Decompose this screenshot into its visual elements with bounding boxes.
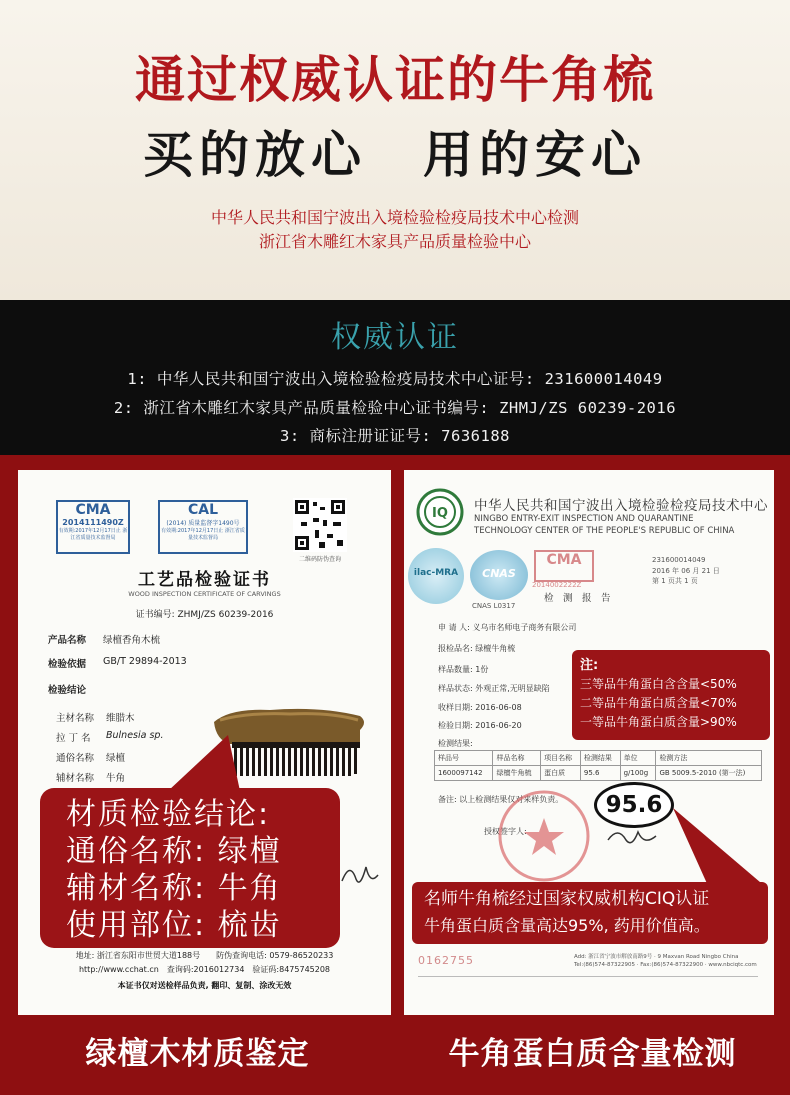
certification-line: 1: 中华人民共和国宁波出入境检验检疫局技术中心证号: 231600014049 — [127, 370, 663, 388]
cnas-number: CNAS L0317 — [472, 602, 516, 610]
report-remark: 备注: 以上检测结果仅对来样负责。 — [438, 795, 564, 804]
cal-badge-note: 有效期:2017年12月17日止 浙江省质量技术监督局 — [161, 528, 245, 541]
ilac-badge-label: ilac-MRA — [413, 568, 459, 578]
sample-name: 报检品名: 绿檀牛角梳 — [438, 644, 516, 653]
table-cell: 1600097142 — [435, 766, 493, 781]
callout-line: 材质检验结论: — [66, 797, 271, 832]
footer-divider — [418, 976, 758, 991]
conclusion-label: 检验结论 — [48, 685, 87, 696]
certification-line: 3: 商标注册证证号: 7636188 — [280, 427, 510, 445]
table-cell: 蛋白质 — [541, 766, 581, 781]
callout-line: 牛角蛋白质含量高达95%, 药用价值高。 — [424, 916, 710, 935]
table-header-cell: 样品名称 — [493, 751, 541, 766]
table-header-cell: 检测方法 — [656, 751, 762, 766]
receive-date: 收样日期: 2016-06-08 — [438, 703, 522, 712]
certification-line: 2: 浙江省木雕红木家具产品质量检验中心证书编号: ZHMJ/ZS 60239-2016 — [113, 399, 677, 417]
wood-identification-label: 绿檀木材质鉴定 — [85, 1036, 310, 1072]
footer-web: http://www.cchat.cn 查询码:2016012734 验证码:8475745208 — [78, 965, 331, 974]
qr-caption: 二维码防伪查询 — [298, 556, 341, 563]
report-date: 2016 年 06 月 21 日 — [652, 567, 720, 575]
official-seal-icon — [496, 788, 592, 884]
protein-value-highlight: 95.6 — [594, 782, 674, 828]
table-cell: 绿檀牛角梳 — [493, 766, 541, 781]
basis-value: GB/T 29894-2013 — [103, 656, 187, 667]
cma-badge-note: 有效期:2017年12月17日止 浙江省质量技术监督局 — [58, 528, 128, 541]
table-header-cell: 检测结果 — [580, 751, 620, 766]
note-line: 三等品牛角蛋白含含量<50% — [580, 677, 737, 691]
row-label: 辅材名称 — [56, 773, 95, 784]
callout-line: 名师牛角梳经过国家权威机构CIQ认证 — [424, 889, 710, 909]
ciq-callout — [412, 882, 768, 944]
certification-title: 权威认证 — [331, 320, 459, 355]
report-org-en-2: TECHNOLOGY CENTER OF THE PEOPLE'S REPUBLIC OF CHINA — [474, 526, 735, 536]
note-line: 一等品牛角蛋白质含量>90% — [580, 715, 737, 729]
table-cell: GB 5009.5-2010 (第一法) — [656, 766, 762, 781]
cnas-badge-icon — [470, 550, 528, 600]
cma-badge-number: 2014111490Z — [62, 518, 124, 527]
table-header-cell: 单位 — [620, 751, 656, 766]
sample-state: 样品状态: 外观正常,无明显缺陷 — [438, 684, 550, 693]
row-label: 主材名称 — [56, 713, 95, 724]
headline-primary: 通过权威认证的牛角梳 — [135, 51, 655, 109]
svg-text:IQ: IQ — [432, 506, 448, 521]
headline-secondary: 买的放心 用的安心 — [143, 126, 647, 184]
ilac-badge-icon — [408, 548, 464, 604]
callout-pointer — [659, 808, 769, 888]
row-value: 维腊木 — [106, 713, 135, 724]
footer-contact: Tel:(86)574-87322905 · Fax:(86)574-87322900 · www.nbciqtc.com — [574, 962, 757, 968]
report-org-en-1: NINGBO ENTRY-EXIT INSPECTION AND QUARANTINE — [474, 514, 694, 524]
protein-report-document — [404, 470, 774, 1015]
row-label: 拉 丁 名 — [56, 733, 91, 744]
cal-badge — [158, 500, 248, 554]
report-page: 第 1 页共 1 页 — [652, 577, 698, 585]
material-conclusion-callout — [40, 788, 340, 948]
basis-label: 检验依据 — [48, 659, 87, 670]
report-org-cn: 中华人民共和国宁波出入境检验检疫局技术中心 — [474, 498, 768, 514]
cma-number: 2014002222Z — [532, 581, 582, 589]
qr-code-icon — [293, 498, 347, 552]
applicant: 申 请 人: 义乌市名师电子商务有限公司 — [438, 623, 577, 632]
certificate-number: 证书编号: ZHMJ/ZS 60239-2016 — [135, 610, 274, 620]
wood-certificate-document — [18, 470, 391, 1015]
row-value: Bulnesia sp. — [106, 730, 164, 741]
cal-badge-number: (2014) 质量监督字1490号 — [166, 520, 240, 527]
callout-line: 辅材名称: 牛角 — [66, 871, 282, 906]
test-date: 检验日期: 2016-06-20 — [438, 721, 522, 730]
product-value: 绿檀香角木梳 — [103, 635, 161, 646]
callout-line: 通俗名称: 绿檀 — [66, 834, 282, 869]
row-value: 牛角 — [106, 773, 126, 784]
certificate-title-en: WOOD INSPECTION CERTIFICATE OF CARVINGS — [128, 590, 281, 598]
ciq-logo-icon — [416, 488, 464, 536]
cal-badge-label: CAL — [187, 502, 219, 518]
result-table — [434, 750, 762, 781]
table-row — [435, 766, 762, 781]
report-number: 231600014049 — [652, 556, 706, 564]
table-header-row — [435, 751, 762, 766]
footer-note: 本证书仅对送检样品负责, 翻印、复制、涂改无效 — [117, 981, 292, 990]
footer-address: 地址: 浙江省东阳市世贸大道188号 防伪查询电话: 0579-86520233 — [75, 951, 334, 960]
cma-badge-label: CMA — [75, 502, 111, 518]
certificate-title: 工艺品检验证书 — [138, 570, 271, 590]
cma-badge — [56, 500, 130, 554]
table-cell: 95.6 — [580, 766, 620, 781]
table-header-cell: 样品号 — [435, 751, 493, 766]
callout-line: 使用部位: 梳齿 — [66, 908, 282, 943]
notes-title: 注: — [580, 658, 599, 673]
row-label: 通俗名称 — [56, 753, 95, 764]
product-label: 产品名称 — [48, 635, 87, 646]
row-value: 绿檀 — [106, 753, 126, 764]
table-header-cell: 项目名称 — [541, 751, 581, 766]
signature-mark — [338, 855, 384, 895]
subtitle-line-1: 中华人民共和国宁波出入境检验检疫局技术中心检测 — [210, 208, 579, 227]
note-line: 二等品牛角蛋白质含量<70% — [580, 696, 737, 710]
cma-stamp-icon: CMA — [534, 550, 594, 582]
grade-notes-box — [572, 650, 770, 740]
serial-number: 0162755 — [418, 954, 474, 967]
footer-address: Add: 浙江省宁波市解放南路9号 · 9 Maxvan Road Ningbo China — [574, 954, 739, 960]
cnas-badge-label: CNAS — [482, 567, 516, 580]
sample-quantity: 样品数量: 1份 — [438, 665, 489, 674]
protein-test-label: 牛角蛋白质含量检测 — [448, 1036, 737, 1072]
table-cell: g/100g — [620, 766, 656, 781]
report-title: 检 测 报 告 — [544, 593, 611, 604]
signer-label: 授权签字人: — [484, 827, 527, 836]
test-result-label: 检测结果: — [438, 739, 473, 748]
subtitle-line-2: 浙江省木雕红木家具产品质量检验中心 — [258, 232, 531, 251]
